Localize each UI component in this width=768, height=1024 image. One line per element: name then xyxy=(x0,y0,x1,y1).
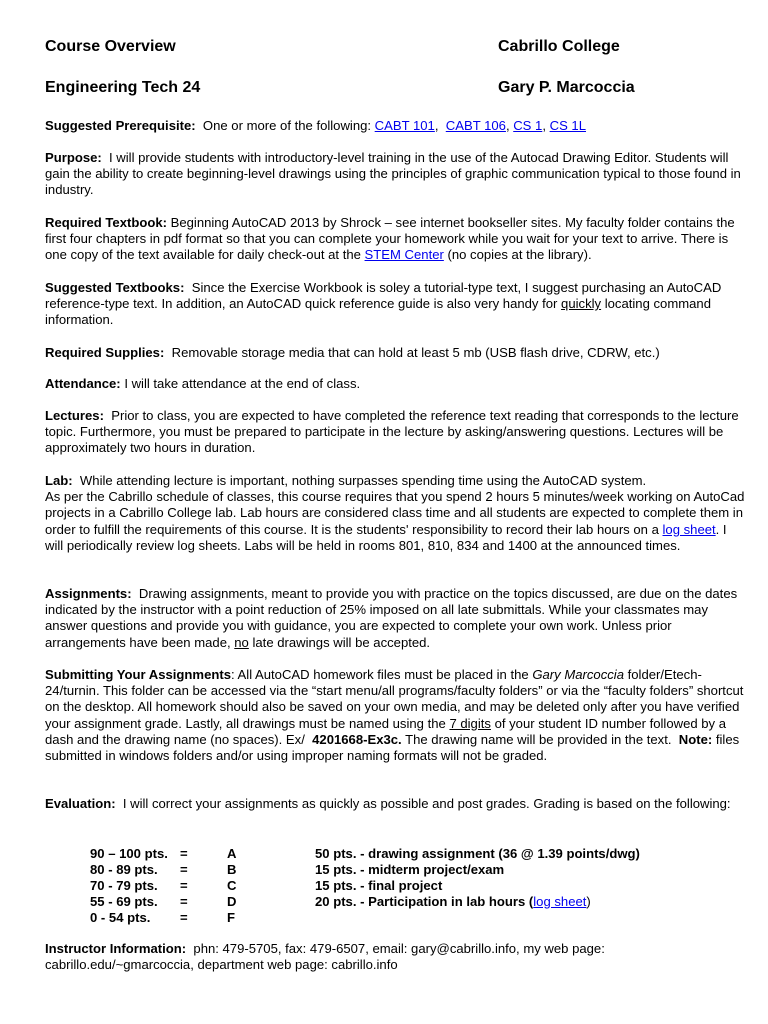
prerequisite-section: Suggested Prerequisite: One or more of the following: CABT 101, CABT 106, CS 1, CS 1L xyxy=(45,118,587,133)
suggested-textbooks-section: Suggested Textbooks: Since the Exercise Workbook is soley a tutorial-type text, I suggest purchasing an AutoCAD reference-type text. In addition, an AutoCAD quick reference guide is also very handy for quickly locating command information. xyxy=(45,280,722,328)
lectures-section: Lectures: Prior to class, you are expected to have completed the reference text reading that corresponds to the lecture topic. Furthermore, you must be prepared to participate in the lecture by asking/answering questions. Lectures will be approximately two hours in duration. xyxy=(45,408,739,456)
lab-label: Lab: xyxy=(45,473,73,488)
doc-title: Course Overview xyxy=(45,38,176,55)
lectures-label: Lectures: xyxy=(45,408,104,423)
evaluation-section: Evaluation: I will correct your assignments as quickly as possible and post grades. Grading is based on the following: xyxy=(45,796,731,811)
submitting-label: Submitting Your Assignments xyxy=(45,667,231,682)
submitting-section: Submitting Your Assignments: All AutoCAD homework files must be placed in the Gary Marcoccia folder/Etech-24/turnin. This folder can be accessed via the “start menu/all programs/faculty folders” or via the “faculty folders” shortcut on the desktop. All homework should also be saved on your own media, and may be deleted only after you have verified your assignment grade. Lastly, all drawings must be named using the 7 digits of your student ID number followed by a dash and the drawing name (no spaces). Ex/ 4201668-Ex3c. The drawing name will be provided in the text. Note: files submitted in windows folders and/or using improper naming formats will not be graded. xyxy=(45,667,744,764)
lab-section: Lab: While attending lecture is important, nothing surpasses spending time using the AutoCAD system. As per the Cabrillo schedule of classes, this course requires that you spend 2 hours 5 minutes/week working on AutoCad projects in a Cabrillo College lab. Lab hours are considered class time and all students are expected to complete them in order to fulfill the requirements of this course. It is the students' responsibility to record their lab hours on a log sheet. I will periodically review log sheets. Labs will be held in rooms 801, 810, 834 and 1400 at the announced times. xyxy=(45,473,745,553)
prerequisite-text: One or more of the following: xyxy=(202,118,372,133)
purpose-label: Purpose: xyxy=(45,150,102,165)
instructor-name: Gary P. Marcoccia xyxy=(498,79,635,96)
link-stem-center[interactable]: STEM Center xyxy=(364,247,444,263)
underlined-no: no xyxy=(234,634,249,650)
required-textbook-label: Required Textbook: xyxy=(45,215,167,230)
grade-row: 90 – 100 pts. = A 50 pts. - drawing assignment (36 @ 1.39 points/dwg) xyxy=(90,846,640,861)
underlined-quickly: quickly xyxy=(561,296,602,312)
evaluation-label: Evaluation: xyxy=(45,796,116,811)
instructor-info-label: Instructor Information: xyxy=(45,941,187,956)
assignments-section: Assignments: Drawing assignments, meant to provide you with practice on the topics discussed, are due on the dates indicated by the instructor with a point reduction of 25% imposed on all late submittals. While your classmates may answer questions and provide you with guidance, you are expected to complete your own work. Unless prior arrangements have been made, no late drawings will be accepted. xyxy=(45,586,738,650)
grade-row: 80 - 89 pts. = B 15 pts. - midterm project/exam xyxy=(90,862,505,877)
link-cabt-101[interactable]: CABT 101 xyxy=(374,118,435,133)
instructor-info-section: Instructor Information: phn: 479-5705, fax: 479-6507, email: gary@cabrillo.info, my web page: cabrillo.edu/~gmarcoccia, department web page: cabrillo.info xyxy=(45,941,605,973)
attendance-section: Attendance: I will take attendance at the end of class. xyxy=(45,376,361,391)
assignments-label: Assignments: xyxy=(45,586,132,601)
note-label: Note: xyxy=(678,731,713,747)
prerequisite-label: Suggested Prerequisite: xyxy=(45,118,196,133)
grade-row: 0 - 54 pts. = F xyxy=(90,910,235,925)
link-cabt-106[interactable]: CABT 106 xyxy=(445,118,506,133)
example-filename: 4201668-Ex3c. xyxy=(312,731,402,747)
supplies-section: Required Supplies: Removable storage media that can hold at least 5 mb (USB flash drive, CDRW, etc.) xyxy=(45,345,660,360)
college-name: Cabrillo College xyxy=(498,38,620,55)
link-cs-1l[interactable]: CS 1L xyxy=(549,118,587,133)
grade-row: 55 - 69 pts. = D 20 pts. - Participation in lab hours (log sheet) xyxy=(90,894,591,909)
supplies-label: Required Supplies: xyxy=(45,345,165,360)
italic-instructor-folder: Gary Marcoccia xyxy=(532,667,624,682)
purpose-text: I will provide students with introductory-level training in the use of the Autocad Drawing Editor. Students will gain the ability to create beginning-level drawings using the principles of graphic communication typical to those found in industry. xyxy=(45,150,741,198)
attendance-label: Attendance: xyxy=(45,376,121,391)
course-name: Engineering Tech 24 xyxy=(45,79,201,96)
required-textbook-text: Beginning AutoCAD 2013 by Shrock – see internet bookseller sites. My faculty folder contains the first four chapters in pdf format so that you can complete your homework while you wait for your text to arrive. There is one copy of the text available for daily check-out at the xyxy=(45,215,735,263)
required-textbook-section: Required Textbook: Beginning AutoCAD 2013 by Shrock – see internet bookseller sites. My faculty folder contains the first four chapters in pdf format so that you can complete your homework while you wait for your text to arrive. There is one copy of the text available for daily check-out at the STEM Center (no copies at the library). xyxy=(45,215,735,263)
grade-row: 70 - 79 pts. = C 15 pts. - final project xyxy=(90,878,443,893)
purpose-section xyxy=(45,150,745,199)
link-log-sheet[interactable]: log sheet xyxy=(662,521,716,537)
underlined-7-digits: 7 digits xyxy=(449,715,491,731)
link-log-sheet-2[interactable]: log sheet xyxy=(533,894,587,909)
suggested-textbooks-label: Suggested Textbooks: xyxy=(45,280,185,295)
link-cs-1[interactable]: CS 1 xyxy=(513,118,543,133)
